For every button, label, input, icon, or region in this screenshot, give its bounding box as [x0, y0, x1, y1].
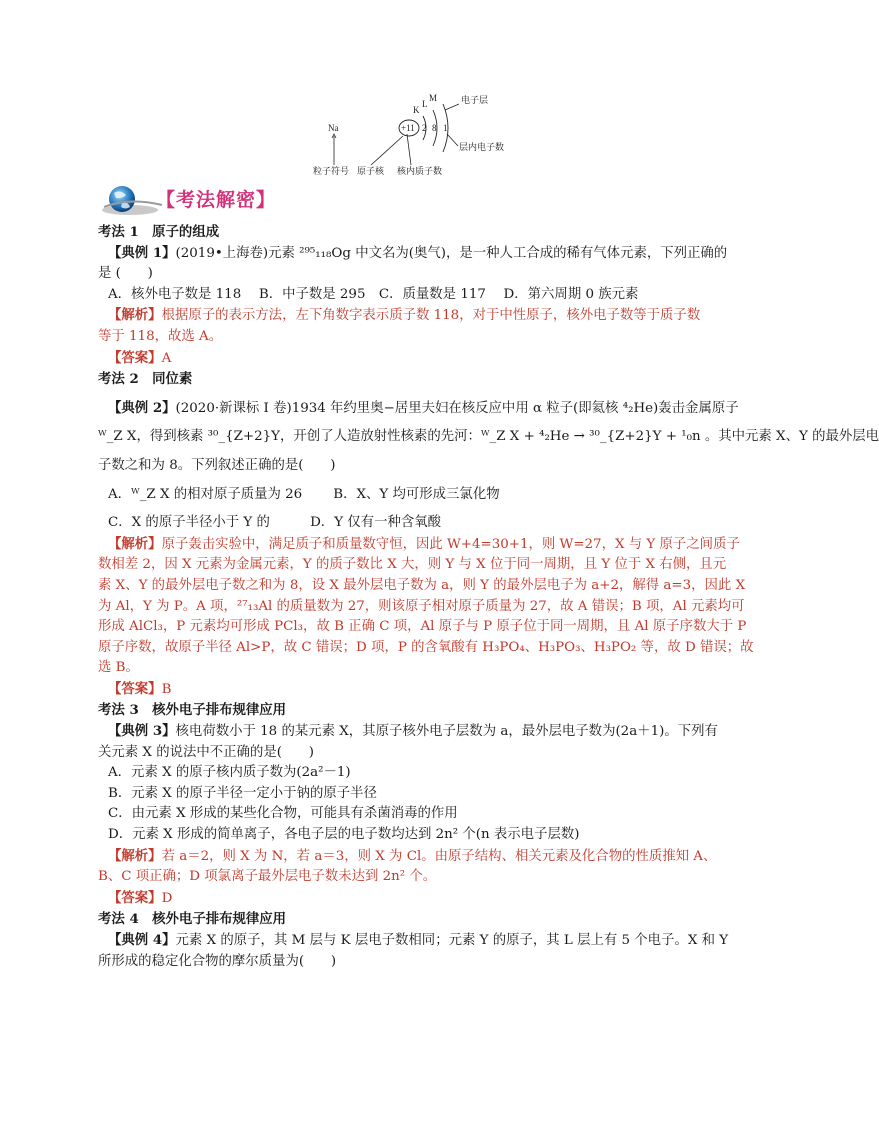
- question-text: (2020·新课标 I 卷)1934 年约里奥−居里夫妇在核反应中用 α 粒子(即氦核 ⁴₂He)轰击金属原子: [175, 400, 739, 416]
- answer-value: B: [161, 681, 172, 697]
- label-shell-electrons-arrow: [447, 134, 458, 146]
- option-line: A．ᵂ_Z X 的相对原子质量为 26 B．X、Y 均可形成三氯化物: [108, 486, 500, 502]
- content: [98, 222, 879, 972]
- question-text: (2019•上海卷)元素 ²⁹⁵₁₁₈Og 中文名为(奥气)，是一种人工合成的稀有气体元素，下列正确的: [175, 245, 728, 261]
- option-line: C．X 的原子半径小于 Y 的 D．Y 仅有一种含氧酸: [108, 515, 442, 531]
- banner-title: 【考法解密】: [156, 190, 277, 211]
- analysis-text: 选 B。: [98, 660, 139, 676]
- label-shell: 电子层: [461, 95, 489, 105]
- option-line: C．由元素 X 形成的某些化合物，可能具有杀菌消毒的作用: [108, 806, 458, 822]
- example-tag: 【典例 3】: [108, 723, 176, 740]
- question-text: 是 ( ): [98, 266, 153, 282]
- diagram-symbol: Na: [328, 123, 339, 133]
- analysis-text: 为 Al，Y 为 P。A 项，²⁷₁₃Al 的质量数为 27，则该原子相对原子质量为 27，故 A 错误；B 项，Al 元素均可: [98, 598, 745, 614]
- analysis-text: 形成 AlCl₃，P 元素均可形成 PCl₃，故 B 正确 C 项，Al 原子与 P 原子位于同一周期，且 Al 原子序数大于 P: [98, 619, 747, 635]
- shell-electrons-m: 1: [443, 123, 448, 133]
- analysis-text: B、C 项正确；D 项氯离子最外层电子数未达到 2n² 个。: [98, 869, 437, 885]
- answer-tag: 【答案】: [108, 680, 162, 697]
- analysis-tag: 【解析】: [108, 307, 162, 324]
- label-nucleus-arrow: [371, 136, 403, 165]
- option-line: D．元素 X 形成的简单离子，各电子层的电子数均达到 2n² 个(n 表示电子层数): [108, 827, 580, 843]
- label-shell-electrons: 层内电子数: [459, 142, 505, 152]
- section-heading: 考法 2 同位素: [98, 371, 193, 388]
- globe-icon: [100, 183, 164, 219]
- atomic-structure-diagram: [313, 88, 525, 180]
- label-nucleus: 原子核: [357, 166, 385, 176]
- option-line: B．元素 X 的原子半径一定小于钠的原子半径: [108, 785, 377, 801]
- nucleus-charge: +11: [401, 123, 415, 133]
- analysis-text: 原子轰击实验中，满足质子和质量数守恒，因此 W+4=30+1，则 W=27，X 与 Y 原子之间质子: [161, 536, 740, 552]
- section-heading: 考法 3 核外电子排布规律应用: [98, 702, 287, 719]
- example-tag: 【典例 2】: [108, 399, 176, 416]
- option-line: A．元素 X 的原子核内质子数为(2a²－1): [108, 765, 351, 781]
- label-particle-symbol: 粒子符号: [313, 166, 350, 176]
- answer-value: D: [161, 890, 173, 906]
- analysis-tag: 【解析】: [108, 535, 162, 552]
- example-tag: 【典例 4】: [108, 932, 176, 948]
- answer-tag: 【答案】: [108, 889, 162, 906]
- analysis-text: 数相差 2，因 X 元素为金属元素，Y 的质子数比 X 大，则 Y 与 X 位于同一周期，且 Y 位于 X 右侧，且元: [98, 557, 727, 573]
- answer-value: A: [161, 350, 172, 366]
- label-protons: 核内质子数: [397, 166, 443, 176]
- section-heading: 考法 4 核外电子排布规律应用: [98, 911, 287, 928]
- shell-label-m: M: [429, 93, 438, 103]
- shell-label-k: K: [413, 105, 420, 115]
- shell-electrons-l: 8: [432, 123, 437, 133]
- question-text: 关元素 X 的说法中不正确的是( ): [98, 744, 314, 760]
- question-text: ᵂ_Z X，得到核素 ³⁰_{Z+2}Y，开创了人造放射性核素的先河：ᵂ_Z X + ⁴₂He → ³⁰_{Z+2}Y + ¹₀n 。其中元素 X、Y 的最外层电: [98, 429, 879, 445]
- shell-electrons-k: 2: [422, 123, 427, 133]
- analysis-text: 若 a＝2，则 X 为 N，若 a＝3，则 X 为 Cl。由原子结构、相关元素及化合物的性质推知 A、: [161, 848, 717, 864]
- question-text: 所形成的稳定化合物的摩尔质量为( ): [98, 953, 337, 969]
- question-text: 元素 X 的原子，其 M 层与 K 层电子数相同；元素 Y 的原子，其 L 层上有 5 个电子。X 和 Y: [175, 933, 729, 948]
- analysis-text: 等于 118，故选 A。: [98, 328, 223, 344]
- question-text: 子数之和为 8。下列叙述正确的是( ): [98, 457, 336, 473]
- analysis-text: 根据原子的表示方法，左下角数字表示质子数 118，对于中性原子，核外电子数等于质子数: [161, 308, 701, 324]
- answer-tag: 【答案】: [108, 349, 162, 366]
- option-line: A．核外电子数是 118 B．中子数是 295 C．质量数是 117 D．第六周期 0 族元素: [108, 286, 639, 302]
- label-protons-arrow: [407, 134, 411, 165]
- label-shell-arrow: [445, 104, 459, 110]
- section-banner: [100, 183, 300, 219]
- example-tag: 【典例 1】: [108, 244, 176, 261]
- analysis-text: 原子序数，故原子半径 Al>P，故 C 错误；D 项，P 的含氧酸有 H₃PO₄、H₃PO₃、H₃PO₂ 等，故 D 错误；故: [98, 639, 754, 655]
- shell-label-l: L: [422, 99, 428, 109]
- section-heading: 考法 1 原子的组成: [98, 224, 220, 240]
- analysis-tag: 【解析】: [108, 847, 162, 864]
- analysis-text: 素 X、Y 的最外层电子数之和为 8，设 X 最外层电子数为 a，则 Y 的最外层电子为 a+2，解得 a=3，因此 X: [98, 577, 746, 593]
- question-text: 核电荷数小于 18 的某元素 X，其原子核外电子层数为 a，最外层电子数为(2a＋1)。下列有: [175, 724, 718, 740]
